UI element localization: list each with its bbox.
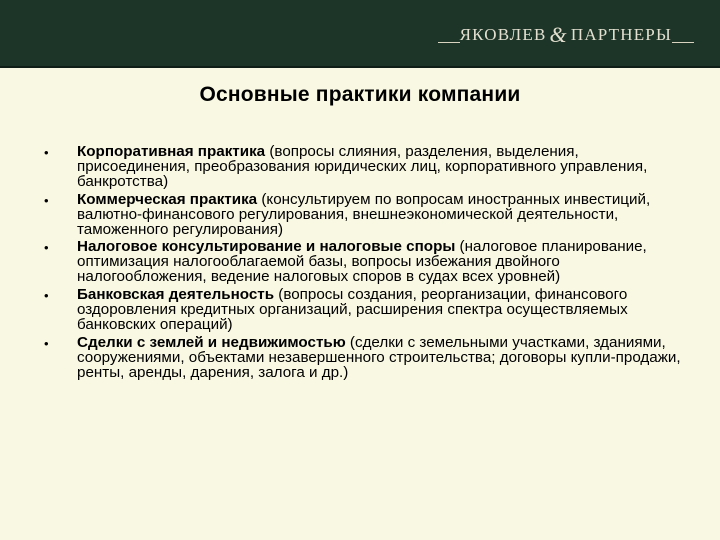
item-text: (вопросы создания, реорганизации, финансового оздоровления кредитных организаций, расширения спектра осуществляемых банковских операций) (77, 286, 628, 333)
brand-name-left: ЯКОВЛЕВ (459, 25, 547, 44)
list-item (44, 288, 684, 333)
bullet-icon: • (44, 240, 49, 256)
bullet-icon: • (44, 288, 49, 304)
item-text: (налоговое планирование, оптимизация налогооблагаемой базы, вопросы избежания двойного налогообложения, ведение налоговых споров в судах всех уровней) (77, 238, 647, 286)
item-lead: Сделки с землей и недвижимостью (77, 333, 346, 351)
item-text: (сделки с земельными участками, зданиями, сооружениями, объектами незавершенного строительства; договоры купли-продажи, ренты, аренды, дарения, залога и др.) (77, 333, 681, 381)
brand-rule-right (672, 42, 694, 43)
item-text: (консультируем по вопросам иностранных инвестиций, валютно-финансового регулирования, внешнеэкономической деятельности, таможенного регулирования) (77, 190, 651, 238)
brand-ampersand: & (549, 22, 568, 47)
item-lead: Налоговое консультирование и налоговые споры (77, 238, 456, 256)
list-item (44, 145, 684, 190)
list-item (44, 190, 684, 238)
header-bar (0, 0, 720, 68)
item-lead: Коммерческая практика (77, 190, 258, 208)
item-lead: Банковская деятельность (77, 286, 275, 304)
brand-logo (438, 22, 694, 48)
bullet-icon: • (44, 335, 49, 351)
practice-list (44, 145, 684, 384)
brand-rule-left (438, 42, 460, 43)
list-item (44, 240, 684, 285)
list-item (44, 333, 684, 381)
item-lead: Корпоративная практика (77, 143, 266, 160)
bullet-icon: • (44, 192, 49, 208)
brand-name-right: ПАРТНЕРЫ (570, 25, 672, 44)
bullet-icon: • (44, 145, 49, 160)
page-title: Основные практики компании (199, 83, 521, 106)
item-text: (вопросы слияния, разделения, выделения, присоединения, преобразования юридических лиц, корпоративного управления, банкротства) (77, 143, 648, 190)
